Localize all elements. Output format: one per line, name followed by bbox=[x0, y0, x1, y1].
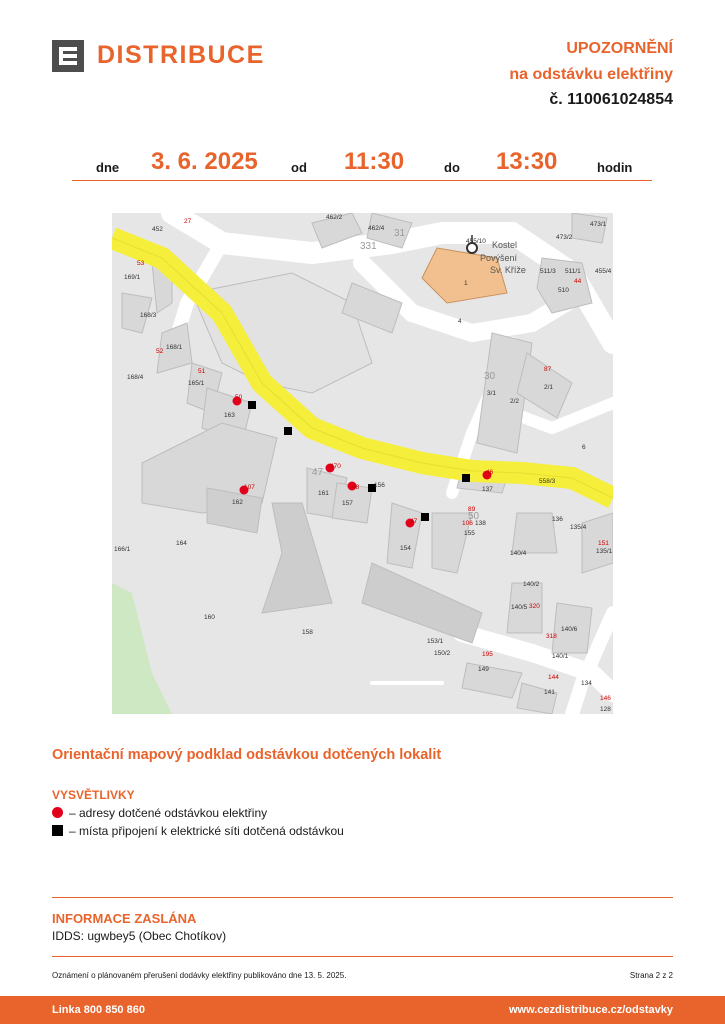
outage-date: 3. 6. 2025 bbox=[151, 148, 258, 175]
footer-bar bbox=[0, 996, 725, 1024]
map-label: 128 bbox=[600, 706, 611, 713]
map-label: 156 bbox=[374, 482, 385, 489]
map-label: 511/1 bbox=[565, 268, 581, 275]
map-label: 140/5 bbox=[511, 604, 528, 611]
map-label: 47 bbox=[312, 467, 324, 478]
map-label: 473/1 bbox=[590, 221, 607, 228]
brand-name: DISTRIBUCE bbox=[97, 41, 265, 69]
map-label: 462/4 bbox=[368, 225, 385, 232]
map-label: 331 bbox=[360, 241, 377, 252]
map-label: 134 bbox=[581, 680, 592, 687]
map-label: 165/1 bbox=[188, 380, 205, 387]
info-text: IDDS: ugwbey5 (Obec Chotíkov) bbox=[52, 929, 227, 943]
divider bbox=[52, 956, 673, 957]
legend-item-addresses-text: – adresy dotčené odstávkou elektřiny bbox=[69, 806, 268, 820]
label-from: od bbox=[291, 160, 307, 175]
map-label: 318 bbox=[546, 633, 557, 640]
map-label: 163 bbox=[224, 412, 235, 419]
map-label: 135/4 bbox=[570, 524, 587, 531]
outage-date-row bbox=[72, 148, 652, 181]
map-label: 558/3 bbox=[539, 478, 556, 485]
map-label: 46 bbox=[486, 469, 494, 476]
map-label: 151 bbox=[598, 540, 609, 547]
map-label: 158 bbox=[302, 629, 313, 636]
map-label: 455/10 bbox=[466, 238, 486, 245]
map-label: 1 bbox=[464, 280, 468, 287]
map-label: 144 bbox=[548, 674, 559, 681]
map-label: 107 bbox=[244, 484, 255, 491]
map-label: Sv. Kříže bbox=[490, 265, 526, 275]
divider bbox=[52, 897, 673, 898]
map-label: 27 bbox=[184, 218, 192, 225]
map-label: 169/1 bbox=[124, 274, 141, 281]
cez-logo-icon bbox=[52, 40, 84, 72]
website-link[interactable]: www.cezdistribuce.cz/odstavky bbox=[508, 1004, 673, 1016]
map-label: 140/2 bbox=[523, 581, 540, 588]
outage-time-from: 11:30 bbox=[344, 148, 405, 175]
map-label: 195 bbox=[482, 651, 493, 658]
map-label: 2/1 bbox=[544, 384, 554, 391]
map-label: 140/4 bbox=[510, 550, 527, 557]
map-label: 320 bbox=[529, 603, 540, 610]
map-label: Povýšení bbox=[480, 253, 518, 263]
map-label: 136 bbox=[552, 516, 563, 523]
map-label: 51 bbox=[198, 368, 206, 375]
label-hours: hodin bbox=[597, 160, 633, 175]
map-label: 168/1 bbox=[166, 344, 183, 351]
map-label: 30 bbox=[484, 371, 496, 382]
map-label: 452 bbox=[152, 226, 163, 233]
red-dot-icon bbox=[52, 807, 63, 818]
map-label: 106 bbox=[462, 520, 473, 527]
map-label: Kostel bbox=[492, 240, 518, 250]
map-label: 150/2 bbox=[434, 650, 451, 657]
map-label: 4 bbox=[458, 318, 462, 325]
map-caption: Orientační mapový podklad odstávkou dotčených lokalit bbox=[52, 747, 442, 763]
hotline: Linka 800 850 860 bbox=[52, 1004, 145, 1016]
notice-number: č. 110061024854 bbox=[549, 91, 673, 108]
map-label: 161 bbox=[318, 490, 329, 497]
map-label: 153/1 bbox=[427, 638, 444, 645]
map-label: 160 bbox=[204, 614, 215, 621]
connection-point bbox=[462, 474, 470, 482]
map-label: 141 bbox=[544, 689, 555, 696]
connection-point bbox=[421, 513, 429, 521]
map-label: 140/6 bbox=[561, 626, 578, 633]
map-label: 138 bbox=[475, 520, 486, 527]
map-label: 137 bbox=[482, 486, 493, 493]
map-label: 155 bbox=[464, 530, 475, 537]
map-label: 48 bbox=[352, 484, 360, 491]
info-title: INFORMACE ZASLÁNA bbox=[52, 911, 197, 926]
map-label: 87 bbox=[544, 366, 552, 373]
page-number: Strana 2 z 2 bbox=[629, 971, 673, 980]
notice-title: UPOZORNĚNÍ bbox=[566, 40, 673, 57]
map-label: 2/2 bbox=[510, 398, 520, 405]
map-label: 168/3 bbox=[140, 312, 157, 319]
map-label: 89 bbox=[468, 506, 476, 513]
map-label: 31 bbox=[394, 228, 406, 239]
map-label: 510 bbox=[558, 287, 569, 294]
map-svg bbox=[112, 213, 613, 714]
outage-time-to: 13:30 bbox=[496, 148, 558, 175]
map-label: 47 bbox=[410, 518, 418, 525]
map-label: 168/4 bbox=[127, 374, 144, 381]
map-label: 53 bbox=[137, 260, 145, 267]
map-label: 44 bbox=[574, 278, 582, 285]
legend-title: VYSVĚTLIVKY bbox=[52, 788, 135, 802]
outage-map bbox=[112, 213, 613, 714]
map-label: 140/1 bbox=[552, 653, 569, 660]
map-label: 149 bbox=[478, 666, 489, 673]
map-label: 511/3 bbox=[540, 268, 556, 275]
map-label: 166/1 bbox=[114, 546, 131, 553]
map-label: 473/2 bbox=[556, 234, 573, 241]
black-square-icon bbox=[52, 825, 63, 836]
map-label: 164 bbox=[176, 540, 187, 547]
map-label: 135/1 bbox=[596, 548, 613, 555]
grass-area bbox=[112, 583, 172, 714]
label-day: dne bbox=[96, 160, 120, 175]
map-label: 462/2 bbox=[326, 214, 343, 221]
legend-item-addresses bbox=[52, 806, 267, 820]
legend-item-points-text: – místa připojení k elektrické síti dotčená odstávkou bbox=[69, 824, 344, 838]
map-label: 52 bbox=[156, 348, 164, 355]
connection-point bbox=[248, 401, 256, 409]
map-label: 455/4 bbox=[595, 268, 612, 275]
map-label: 50 bbox=[235, 394, 243, 401]
legend-item-points bbox=[52, 824, 344, 838]
notice-subtitle: na odstávku elektřiny bbox=[509, 66, 673, 83]
map-label: 154 bbox=[400, 545, 411, 552]
map-label: 6 bbox=[582, 444, 586, 451]
map-label: 50 bbox=[468, 511, 480, 522]
publication-note: Oznámení o plánovaném přerušení dodávky elektřiny publikováno dne 13. 5. 2025. bbox=[52, 971, 347, 980]
connection-point bbox=[284, 427, 292, 435]
map-label: 470 bbox=[330, 463, 341, 470]
map-label: 3/1 bbox=[487, 390, 497, 397]
map-label: 162 bbox=[232, 499, 243, 506]
label-to: do bbox=[444, 160, 460, 175]
map-label: 146 bbox=[600, 695, 611, 702]
map-label: 157 bbox=[342, 500, 353, 507]
